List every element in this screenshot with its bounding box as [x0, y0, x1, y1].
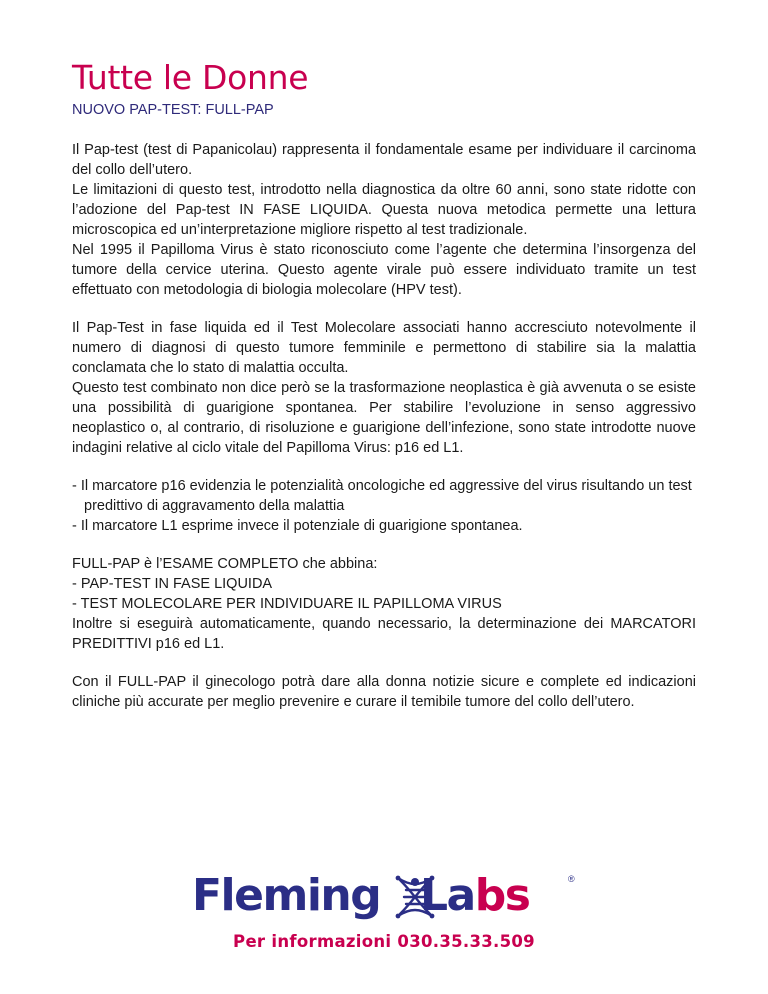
list-item: - PAP-TEST IN FASE LIQUIDA: [72, 576, 273, 592]
contact-info: Per informazioni 030.35.33.509: [233, 932, 535, 951]
paragraph-line: FULL-PAP è l’ESAME COMPLETO che abbina:: [72, 556, 378, 572]
paragraph-line: Le limitazioni di questo test, introdotto nella diagnostica da oltre 60 anni, sono state ridotte con l’adozione del Pap-test IN FASE LIQUIDA. Questa nuova metodica permette una lettura microscopica ed un’interpretazione migliore rispetto al test tradizionale.: [72, 182, 696, 238]
list-item: - TEST MOLECOLARE PER INDIVIDUARE IL PAPILLOMA VIRUS: [72, 596, 502, 612]
list-item: - Il marcatore L1 esprime invece il potenziale di guarigione spontanea.: [72, 518, 523, 534]
paragraph-line: Il Pap-Test in fase liquida ed il Test Molecolare associati hanno accresciuto notevolmente il numero di diagnosi di questo tumore femminile e permettono di stabilire sia la malattia conclamata che lo stato di malattia occulta.: [72, 320, 696, 376]
registered-mark: ®: [568, 874, 575, 884]
logo-wordmark-la: La: [420, 870, 475, 921]
paragraph-closing: Con il FULL-PAP il ginecologo potrà dare alla donna notizie sicure e complete ed indicazioni cliniche più accurate per meglio prevenire e curare il temibile tumore del collo dell’utero.: [72, 674, 696, 710]
paragraph-line: Inoltre si eseguirà automaticamente, quando necessario, la determinazione dei MARCATORI PREDITTIVI p16 ed L1.: [72, 616, 696, 652]
page-subtitle: NUOVO PAP-TEST: FULL-PAP: [72, 102, 274, 118]
document-body: [72, 140, 696, 712]
fleming-labs-logo: [192, 868, 582, 930]
list-item: - Il marcatore p16 evidenzia le potenzialità oncologiche ed aggressive del virus risultando un test predittivo di aggravamento della malattia: [72, 478, 692, 514]
paragraph-line: Nel 1995 il Papilloma Virus è stato riconosciuto come l’agente che determina l’insorgenza del tumore della cervice uterina. Questo agente virale può essere individuato tramite un test effettuato con metodologia di biologia molecolare (HPV test).: [72, 242, 696, 298]
paragraph-intro: [72, 140, 696, 300]
footer: [0, 862, 768, 972]
paragraph-line: Questo test combinato non dice però se la trasformazione neoplastica è già avvenuta o se esiste una possibilità di guarigione spontanea. Per stabilire l’evoluzione in senso aggressivo neoplastico o, al contrario, di risoluzione e guarigione dell’infezione, sono state introdotte nuove indagini relative al ciclo vitale del Papilloma Virus: p16 ed L1.: [72, 380, 696, 456]
paragraph-fullpap: [72, 554, 696, 654]
document-page: [72, 58, 696, 730]
logo-wordmark-bs: bs: [474, 870, 530, 921]
logo-wordmark-right: [420, 868, 529, 924]
paragraph-combined-test: [72, 318, 696, 458]
logo-wordmark-left: Fleming: [192, 870, 381, 921]
markers-list: [72, 476, 696, 536]
paragraph-line: Il Pap-test (test di Papanicolau) rappresenta il fondamentale esame per individuare il carcinoma del collo dell’utero.: [72, 142, 696, 178]
page-title: Tutte le Donne: [72, 58, 309, 97]
